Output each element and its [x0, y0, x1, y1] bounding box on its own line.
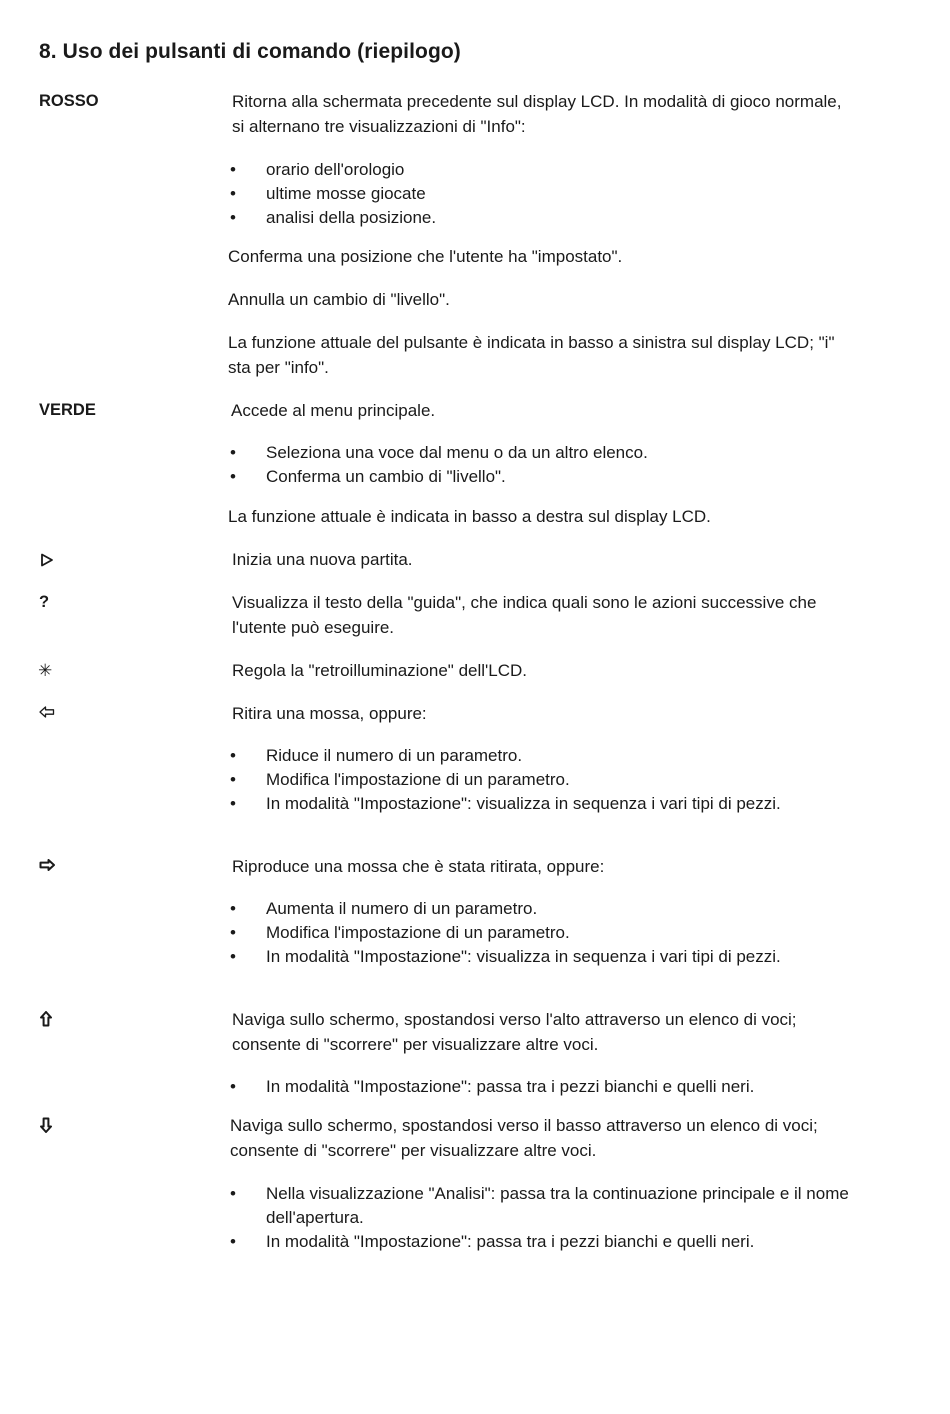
- list-item: • Riduce il numero di un parametro.: [230, 744, 850, 768]
- list-item: • Aumenta il numero di un parametro.: [230, 897, 850, 921]
- arrow-right-icon: [39, 859, 55, 871]
- down-list: [230, 1182, 850, 1254]
- key-label-verde: VERDE: [39, 401, 96, 419]
- list-item: • Seleziona una voce dal menu o da un altro elenco.: [230, 441, 850, 465]
- list-item: • ultime mosse giocate: [230, 182, 850, 206]
- rosso-function-text: La funzione attuale del pulsante è indicata in basso a sinistra sul display LCD; "i" sta per "info".: [228, 333, 835, 377]
- right-description: Riproduce una mossa che è stata ritirata, oppure:: [232, 857, 605, 876]
- verde-list: [230, 441, 850, 489]
- list-item: • Modifica l'impostazione di un parametro.: [230, 768, 850, 792]
- list-item: • In modalità "Impostazione": passa tra i pezzi bianchi e quelli neri.: [230, 1230, 850, 1254]
- rosso-cancel-text: Annulla un cambio di "livello".: [228, 290, 450, 309]
- right-list: [230, 897, 850, 969]
- list-item: • Nella visualizzazione "Analisi": passa tra la continuazione principale e il nome dell'apertura.: [230, 1182, 850, 1230]
- rosso-list: [230, 158, 850, 230]
- list-item: • In modalità "Impostazione": visualizza in sequenza i vari tipi di pezzi.: [230, 945, 850, 969]
- list-item: • In modalità "Impostazione": passa tra i pezzi bianchi e quelli neri.: [230, 1075, 850, 1099]
- arrow-down-icon: [40, 1117, 52, 1133]
- list-item: • In modalità "Impostazione": visualizza in sequenza i vari tipi di pezzi.: [230, 792, 850, 816]
- left-list: [230, 744, 850, 816]
- down-description: Naviga sullo schermo, spostandosi verso il basso attraverso un elenco di voci; consente di "scorrere" per visualizzare altre voci.: [230, 1116, 818, 1160]
- help-key-label: ?: [39, 593, 50, 611]
- arrow-up-icon: [40, 1011, 52, 1027]
- verde-description: Accede al menu principale.: [231, 401, 436, 420]
- key-label-rosso: ROSSO: [39, 92, 99, 110]
- verde-function-text: La funzione attuale è indicata in basso a destra sul display LCD.: [228, 507, 711, 526]
- arrow-left-icon: [39, 706, 55, 718]
- list-item: • orario dell'orologio: [230, 158, 850, 182]
- light-description: Regola la "retroilluminazione" dell'LCD.: [232, 661, 528, 680]
- rosso-description: Ritorna alla schermata precedente sul display LCD. In modalità di gioco normale, si alternano tre visualizzazioni di "Info":: [232, 92, 842, 136]
- list-item: • Conferma un cambio di "livello".: [230, 465, 850, 489]
- left-description: Ritira una mossa, oppure:: [232, 704, 427, 723]
- up-description: Naviga sullo schermo, spostandosi verso l'alto attraverso un elenco di voci; consente di "scorrere" per visualizzare altre voci.: [232, 1010, 797, 1054]
- up-list: [230, 1075, 850, 1099]
- play-triangle-icon: [40, 553, 54, 567]
- backlight-star-icon: ✳: [38, 661, 53, 680]
- list-item: • Modifica l'impostazione di un parametro.: [230, 921, 850, 945]
- list-item: • analisi della posizione.: [230, 206, 850, 230]
- rosso-confirm-text: Conferma una posizione che l'utente ha "impostato".: [228, 247, 623, 266]
- help-description: Visualizza il testo della "guida", che indica quali sono le azioni successive che l'utente può eseguire.: [232, 593, 817, 637]
- play-description: Inizia una nuova partita.: [232, 550, 413, 569]
- section-heading: 8. Uso dei pulsanti di comando (riepilogo): [39, 40, 461, 63]
